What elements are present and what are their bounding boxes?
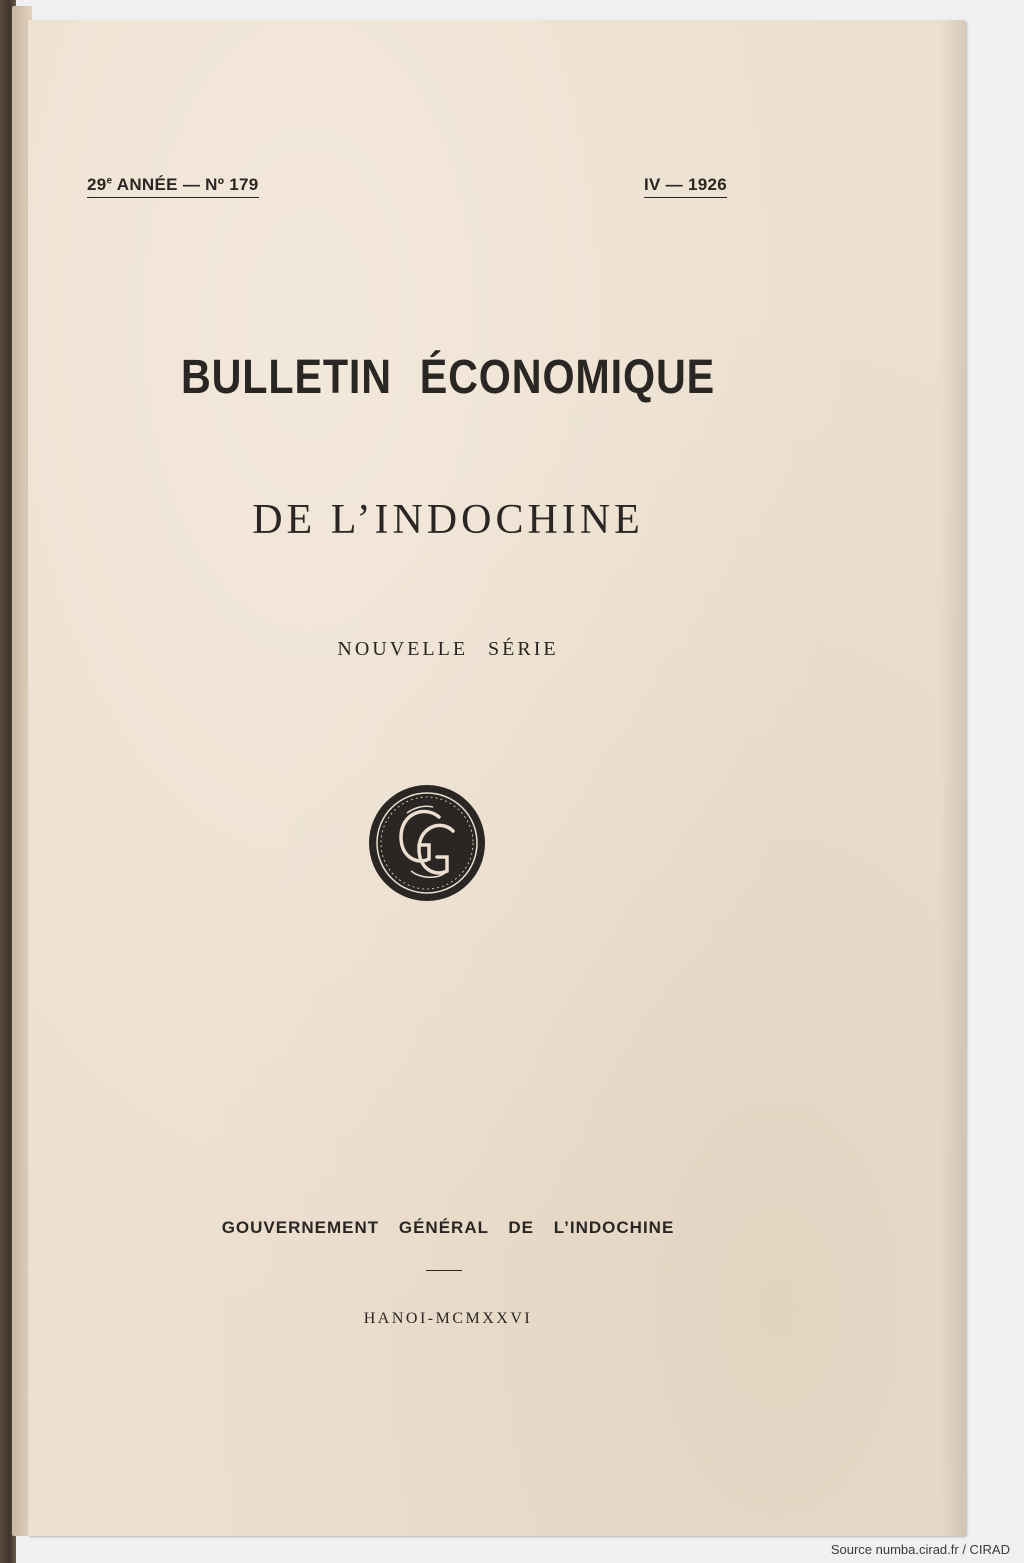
issue-date: IV — 1926 xyxy=(644,175,727,198)
gg-monogram-seal xyxy=(367,783,487,903)
page-title: BULLETIN ÉCONOMIQUE xyxy=(180,351,716,404)
page-shadow xyxy=(940,20,966,1536)
issue-year-ordinal: e xyxy=(106,175,113,187)
issue-year: 29 xyxy=(87,175,107,194)
issue-year-number xyxy=(87,175,259,198)
issue-number: ANNÉE — Nº 179 xyxy=(112,175,259,194)
publisher-name: GOUVERNEMENT GÉNÉRAL DE L’INDOCHINE xyxy=(221,1218,675,1237)
source-credit: Source numba.cirad.fr / CIRAD xyxy=(830,1542,1010,1557)
divider-rule xyxy=(426,1270,462,1271)
page-subtitle: DE L’INDOCHINE xyxy=(252,497,644,543)
series-label: NOUVELLE SÉRIE xyxy=(337,638,559,660)
imprint-place-year: HANOI-MCMXXVI xyxy=(363,1310,533,1327)
title-page xyxy=(28,20,966,1536)
